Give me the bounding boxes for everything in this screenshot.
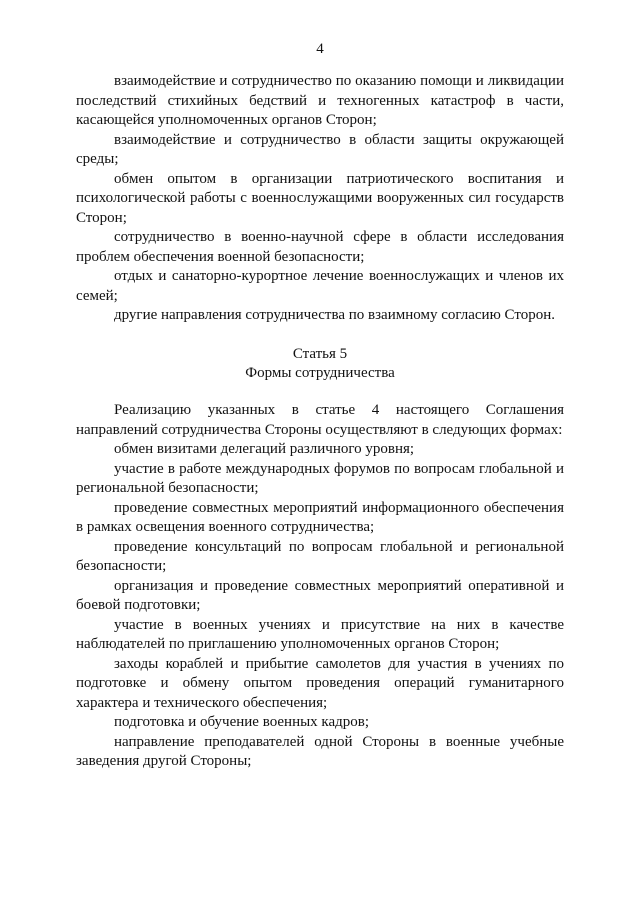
list-item: подготовка и обучение военных кадров;: [114, 714, 370, 730]
article-number: Статья 5: [292, 346, 348, 362]
list-item: другие направления сотрудничества по взаимному согласию Сторон.: [114, 307, 555, 323]
article-title: Формы сотрудничества: [245, 365, 395, 381]
list-item: взаимодействие и сотрудничество в области защиты окружающей среды;: [76, 131, 564, 167]
list-item: участие в военных учениях и присутствие на них в качестве наблюдателей по приглашению уполномоченных органов Сторон;: [76, 616, 564, 652]
list-item: сотрудничество в военно-научной сфере в области исследования проблем обеспечения военной безопасности;: [76, 229, 564, 265]
article-5-body: [76, 401, 564, 772]
list-item: направление преподавателей одной Стороны в военные учебные заведения другой Стороны;: [76, 733, 564, 769]
page-number: 4: [316, 41, 324, 57]
list-item: отдых и санаторно-курортное лечение военнослужащих и членов их семей;: [76, 268, 564, 304]
list-item: заходы кораблей и прибытие самолетов для участия в учениях по подготовке и обмену опытом проведения операций гуманитарного характера и технического обеспечения;: [76, 655, 564, 711]
list-item: участие в работе международных форумов по вопросам глобальной и региональной безопасности;: [76, 460, 564, 496]
article-4-list-continued: [76, 72, 564, 326]
list-item: проведение совместных мероприятий информационного обеспечения в рамках освещения военного сотрудничества;: [76, 499, 564, 535]
list-item: организация и проведение совместных мероприятий оперативной и боевой подготовки;: [76, 577, 564, 613]
list-item: проведение консультаций по вопросам глобальной и региональной безопасности;: [76, 538, 564, 574]
list-item: обмен визитами делегаций различного уровня;: [114, 441, 415, 457]
list-item: взаимодействие и сотрудничество по оказанию помощи и ликвидации последствий стихийных бедствий и техногенных катастроф в части, касающейся уполномоченных органов Сторон;: [76, 73, 564, 128]
article-intro: Реализацию указанных в статье 4 настоящего Соглашения направлений сотрудничества Стороны осуществляют в следующих формах:: [76, 402, 564, 438]
list-item: обмен опытом в организации патриотического воспитания и психологической работы с военнослужащими вооруженных сил государств Сторон;: [76, 170, 564, 226]
